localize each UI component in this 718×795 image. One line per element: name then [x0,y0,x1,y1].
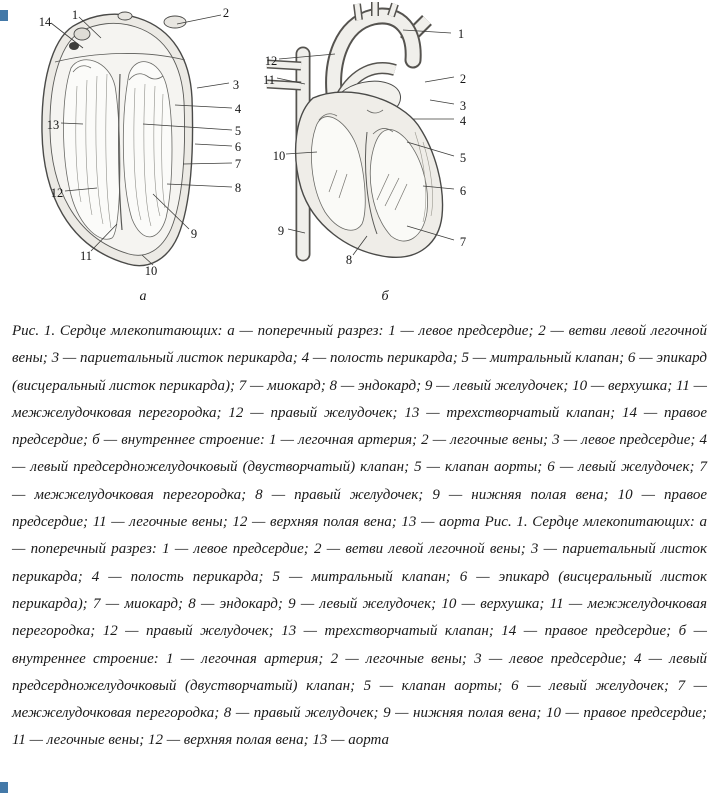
heart-cross-section-figure-a [25,2,255,307]
figure-a-callout-11: 11 [79,249,93,263]
heart-internal-structure-figure-b [255,2,485,307]
figure-b-callout-11: 11 [262,73,276,87]
figure-a-callout-13: 13 [46,118,60,132]
figure-b-callout-7: 7 [459,235,467,249]
figure-caption: Рис. 1. Сердце млекопитающих: а — поперечный разрез: 1 — левое предсердие; 2 — ветви левой легочной вены; 3 — париетальный листок перикарда; 4 — полость перикарда; 5 — митральный клапан; 6 — эпикард (висцеральный листок перикарда); 7 — миокард; 8 — эндокард; 9 — левый желудочек; 10 — верхушка; 11 — межжелудочковая перегородка; 12 — правый желудочек; 13 — трехстворчатый клапан; 14 — правое предсердие; б — внутреннее строение: 1 — легочная артерия; 2 — легочные вены; 3 — левое предсердие; 4 — левый предсердножелудочковый (двустворчатый) клапан; 5 — клапан аорты; 6 — левый желудочек; 7 — межжелудочковая перегородка; 8 — правый желудочек; 9 — нижняя полая вена; 10 — правое предсердие; 11 — легочные вены; 12 — верхняя полая вена; 13 — аорта Рис. 1. Сердце млекопитающих: а — поперечный разрез: 1 — левое предсердие; 2 — ветви левой легочной вены; 3 — париетальный листок перикарда; 4 — полость перикарда; 5 — митральный клапан; 6 — эпикард (висцеральный листок перикарда); 7 — миокард; 8 — эндокард; 9 — левый желудочек; 10 — верхушка; 11 — межжелудочковая перегородка; 12 — правый желудочек; 13 — трехстворчатый клапан; 14 — правое предсердие; б — внутреннее строение: 1 — легочная артерия; 2 — легочные вены; 3 — левое предсердие; 4 — левый предсердножелудочковый (двустворчатый) клапан; 5 — клапан аорты; 6 — левый желудочек; 7 — межжелудочковая перегородка; 8 — правый желудочек; 9 — нижняя полая вена; 10 — правое предсердие; 11 — легочные вены; 12 — верхняя полая вена; 13 — аорта [12,323,707,749]
figure-b-callout-8: 8 [345,253,353,267]
figure-a-callout-8: 8 [234,181,242,195]
figure-a-callout-12: 12 [50,186,64,200]
figure-a-callout-6: 6 [234,140,242,154]
figure-a-callout-14: 14 [38,15,52,29]
figure-b-callout-3: 3 [459,99,467,113]
figure-b-callout-4: 4 [459,114,467,128]
figure-a-callout-3: 3 [232,78,240,92]
page-edge-marker-bottom [0,782,8,793]
figure-b-callout-2: 2 [459,72,467,86]
figure-heart-illustrations [0,0,718,310]
figure-b-callout-12: 12 [264,54,278,68]
heart-b-artwork [264,2,443,257]
figure-a-callout-7: 7 [234,157,242,171]
figure-b-callout-9: 9 [277,224,285,238]
figure-a-callout-4: 4 [234,102,242,116]
figure-b-callout-6: 6 [459,184,467,198]
figure-a-callout-9: 9 [190,227,198,241]
figure-a-callout-5: 5 [234,124,242,138]
figure-a-callout-2: 2 [222,6,230,20]
figure-b-letter: б [381,289,389,304]
figure-b-callout-5: 5 [459,151,467,165]
figure-a-callout-10: 10 [144,264,158,278]
figure-a-letter: а [139,289,147,304]
figure-b-callout-10: 10 [272,149,286,163]
figure-a-callout-1: 1 [71,8,79,22]
figure-b-callout-1: 1 [457,27,465,41]
heart-a-artwork [42,12,193,266]
